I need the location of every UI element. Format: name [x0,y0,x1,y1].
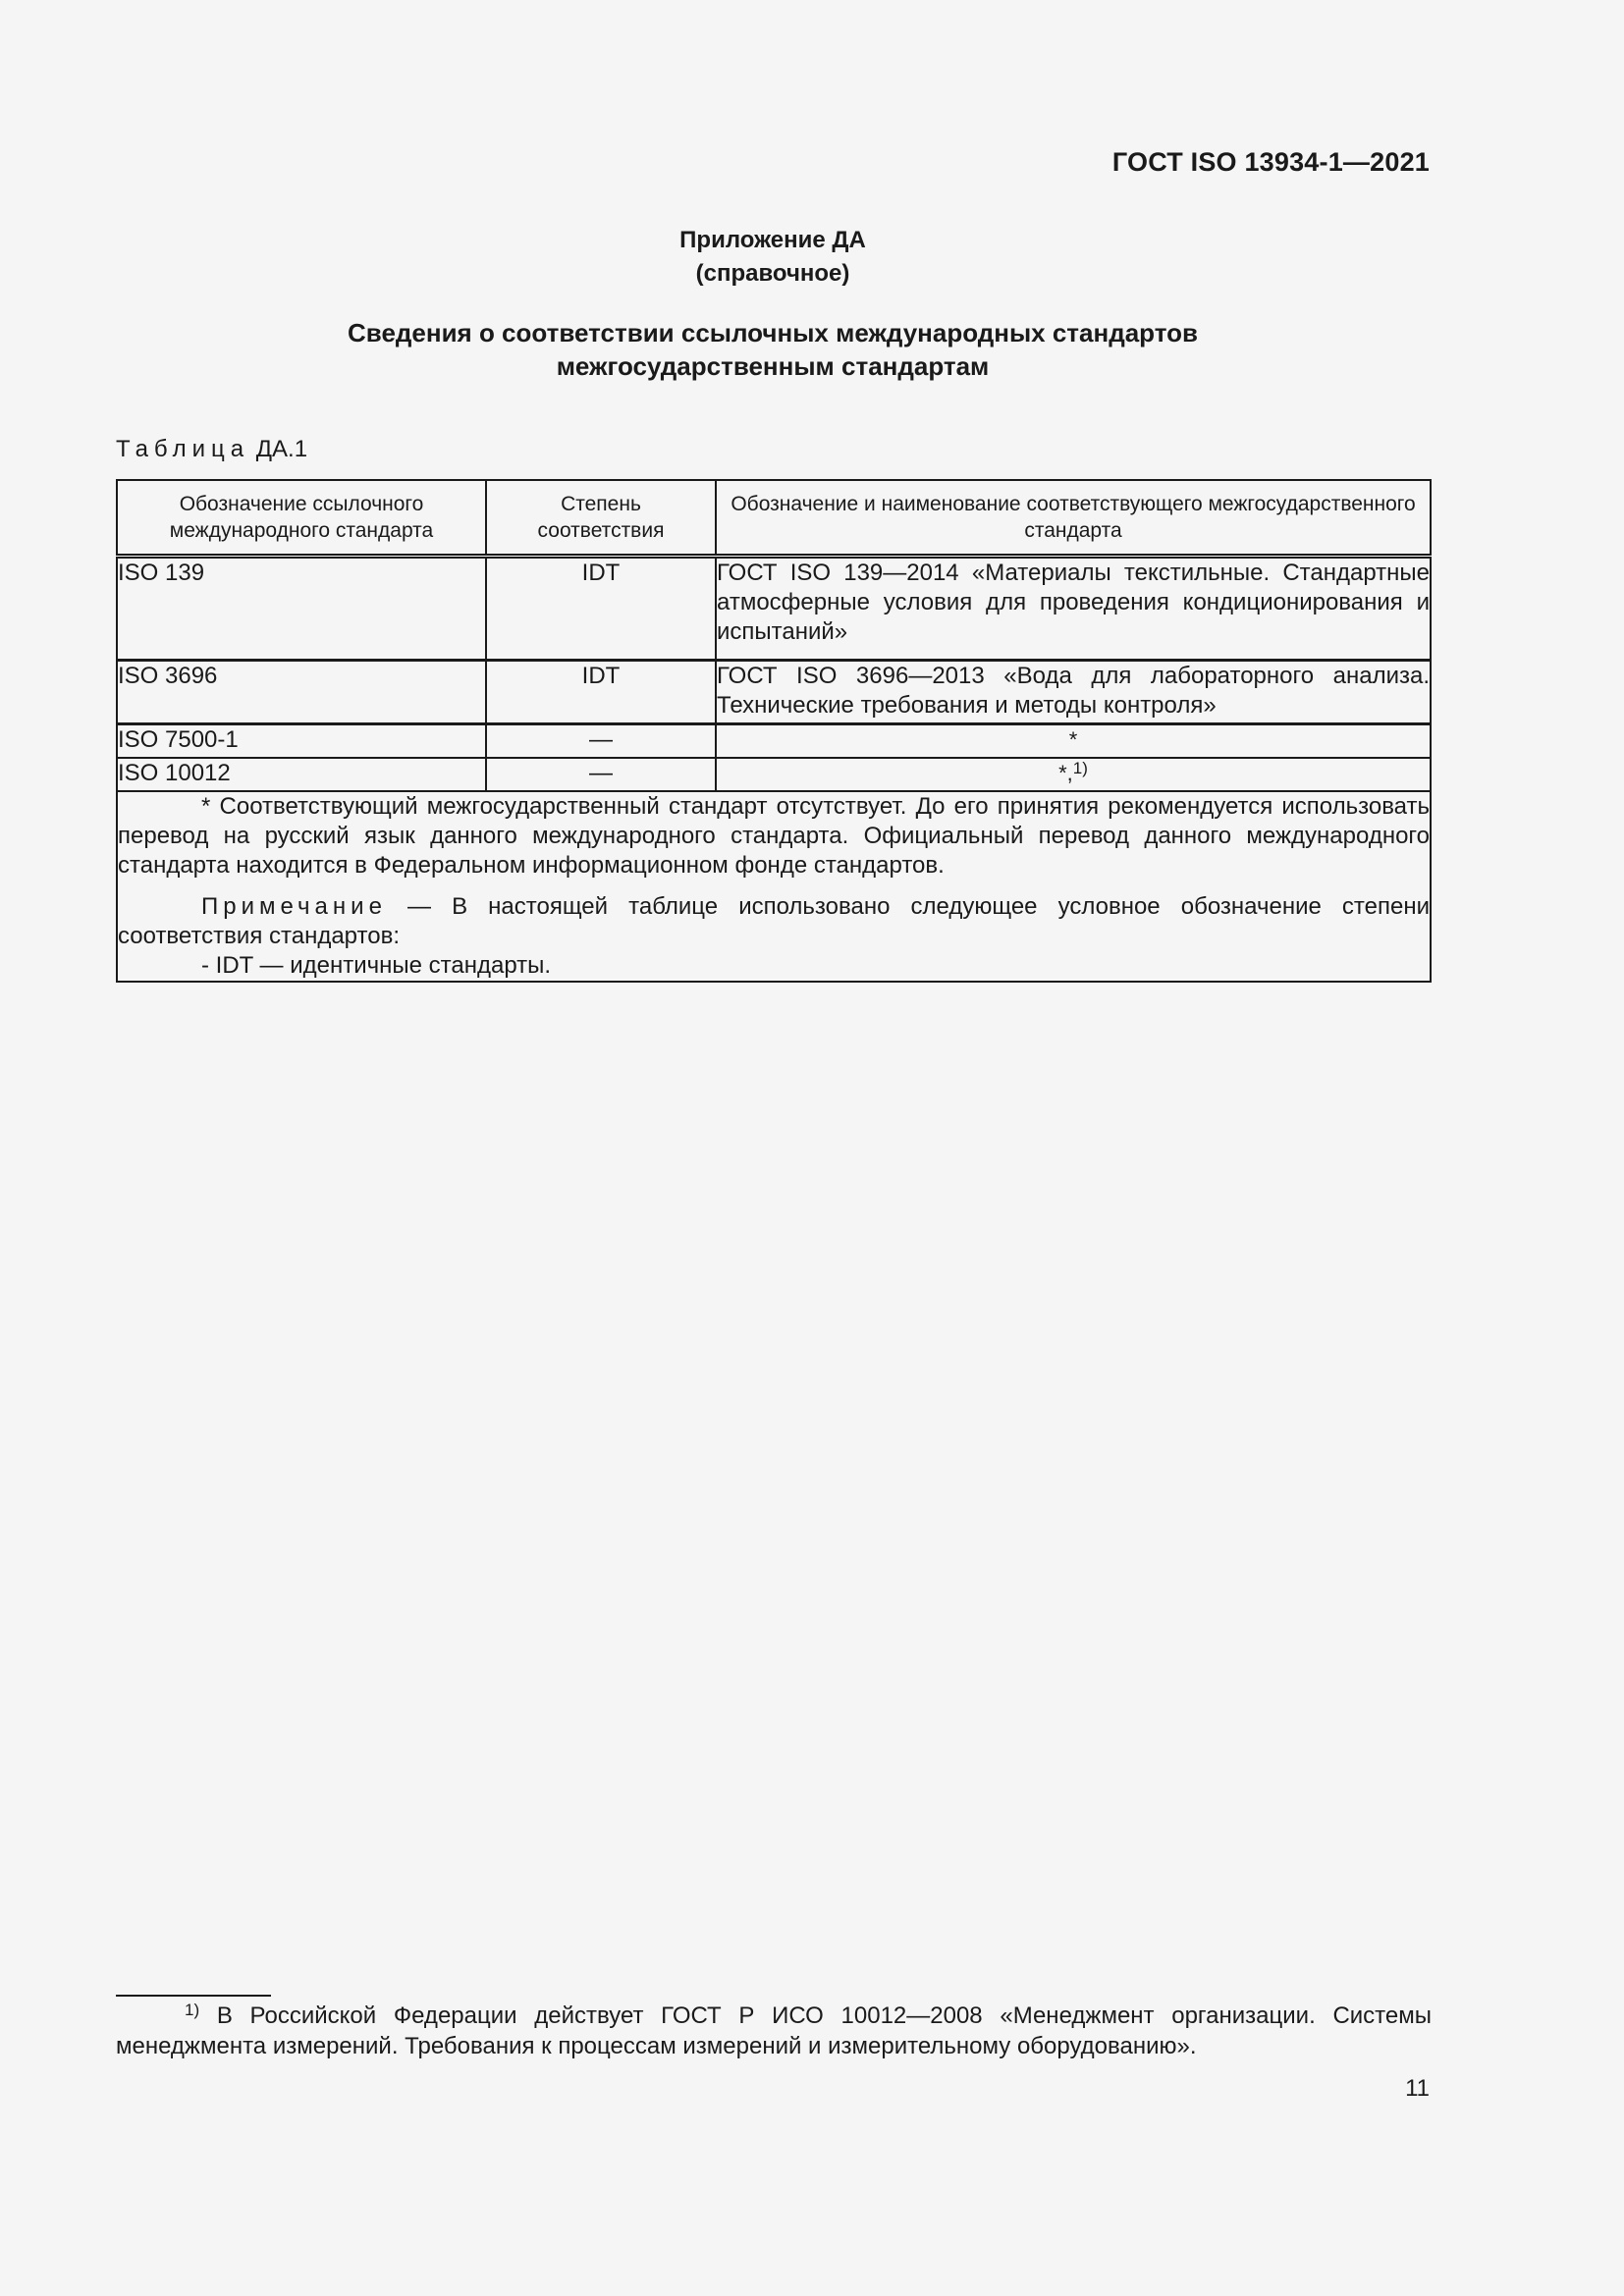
section-title-line2: межгосударственным стандартам [556,351,990,381]
cell-standard: ISO 139 [117,557,486,661]
header-degree: Степень соответствия [486,480,716,557]
section-title-line1: Сведения о соответствии ссылочных международных стандартов [348,318,1198,347]
header-international-standard: Обозначение ссылочного международного стандарта [117,480,486,557]
correspondence-table [116,479,1432,983]
note-head: Примечание [201,893,387,920]
cell-counterpart: ГОСТ ISO 3696—2013 «Вода для лабораторного анализа. Технические требования и методы контроля» [716,661,1431,724]
idt-definition: - IDT — идентичные стандарты. [201,952,552,979]
cell-counterpart: ГОСТ ISO 139—2014 «Материалы текстильные. Стандартные атмосферные условия для проведения кондиционирования и испытаний» [716,557,1431,661]
note-text: — В настоящей таблице использовано следующее условное обозначение степени соответствия стандартов: [118,893,1430,949]
table-caption-number: ДА.1 [255,436,308,462]
cell-standard: ISO 7500-1 [117,724,486,759]
cell-degree: — [486,758,716,791]
footnote-ref: 1) [1072,759,1088,777]
asterisk-mark: *, [1058,761,1073,785]
table-row [117,724,1431,759]
header-interstate-standard: Обозначение и наименование соответствующего межгосударственного стандарта [716,480,1431,557]
footnote [116,2001,1432,2061]
cell-counterpart [716,758,1431,791]
appendix-title: Приложение ДА [679,227,866,253]
cell-degree: IDT [486,557,716,661]
page-number: 11 [1405,2075,1430,2102]
cell-degree: IDT [486,661,716,724]
table-row [117,557,1431,661]
section-title [0,316,1545,383]
table-notes-row [117,791,1431,982]
cell-standard: ISO 3696 [117,661,486,724]
table-caption-word: Таблица [116,436,250,462]
cell-counterpart [716,724,1431,759]
cell-degree: — [486,724,716,759]
document-code: ГОСТ ISO 13934-1—2021 [1111,147,1430,177]
footnote-text: В Российской Федерации действует ГОСТ Р ИСО 10012—2008 «Менеджмент организации. Системы менеджмента измерений. Требования к процессам измерений и измерительному оборудованию». [116,2002,1432,2059]
appendix-subtitle: (справочное) [695,260,850,287]
note-paragraph [118,892,1430,951]
footnote-marker: 1) [185,2001,200,2019]
appendix-heading [0,224,1545,291]
table-row [117,661,1431,724]
table-row [117,758,1431,791]
table-caption [116,436,307,463]
footnote-divider [116,1995,271,1997]
asterisk-note: * Соответствующий межгосударственный стандарт отсутствует. До его принятия рекомендуется использовать перевод на русский язык данного международного стандарта. Официальный перевод данного международного стандарта находится в Федеральном информационном фонде стандартов. [118,793,1430,879]
table-header-row [117,480,1431,557]
table-notes [117,791,1431,982]
asterisk-mark: * [1068,727,1078,752]
cell-standard: ISO 10012 [117,758,486,791]
